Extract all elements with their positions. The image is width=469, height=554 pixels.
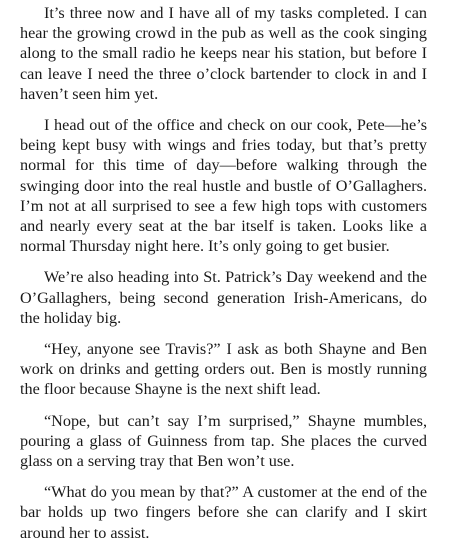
paragraph-6: “What do you mean by that?” A customer at the end of the bar holds up two fingers before she can clarify and I skirt around her to assist. [20, 483, 427, 542]
paragraph-5: “Nope, but can’t say I’m surprised,” Shayne mumbles, pouring a glass of Guinness from tap. She places the curved glass on a serving tray that Ben won’t use. [20, 411, 427, 471]
paragraph-1: It’s three now and I have all of my tasks completed. I can hear the growing crowd in the pub as well as the cook singing along to the small radio he keeps near his station, but before I can leave I need the three o’clock bartender to clock in and I haven’t seen him yet. [20, 4, 427, 103]
paragraph-2: I head out of the office and check on our cook, Pete—he’s being kept busy with wings and fries today, but that’s pretty normal for this time of day—before walking through the swinging door into the real hustle and bustle of O’Gallaghers. I’m not at all surprised to see a few high tops with customers and nearly every seat at the bar itself is taken. Looks like a normal Thursday night here. It’s only going to get busier. [20, 116, 427, 256]
book-page [20, 3, 427, 554]
paragraph-4: “Hey, anyone see Travis?” I ask as both Shayne and Ben work on drinks and getting orders out. Ben is mostly running the floor because Shayne is the next shift lead. [20, 340, 427, 399]
paragraph-3: We’re also heading into St. Patrick’s Day weekend and the O’Gallaghers, being second generation Irish-Americans, do the holiday big. [20, 268, 427, 327]
